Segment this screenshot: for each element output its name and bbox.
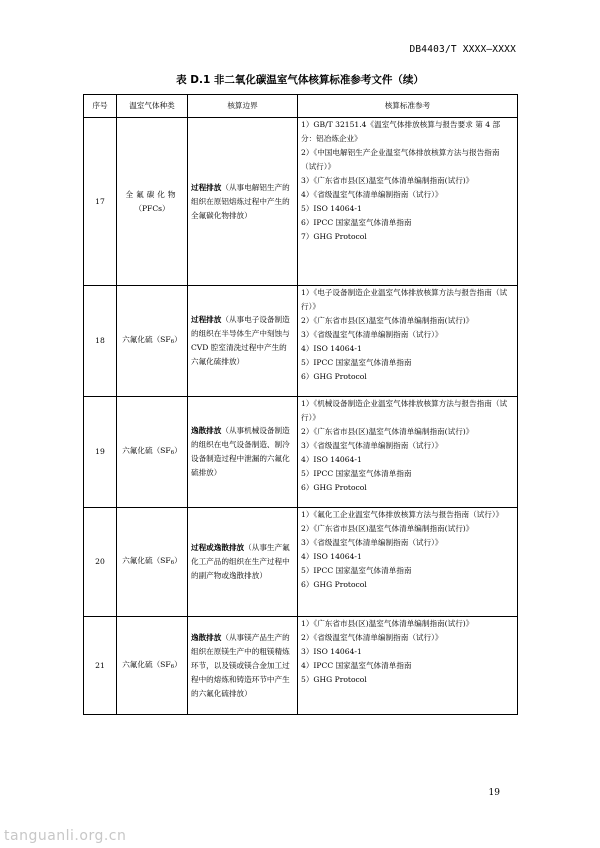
header-scope: 核算边界 (188, 95, 298, 118)
reference-item: 5）IPCC 国家温室气体清单指南 (301, 566, 412, 575)
scope-description: （从事生产氟化工产品的组织在生产过程中的副产物或逸散排放） (191, 543, 290, 580)
gas-name-tail: ） (174, 446, 182, 455)
reference-item: 1）《机械设备制造企业温室气体排放核算方法与报告指南（试行）》 (301, 399, 508, 422)
reference-item: 6）GHG Protocol (301, 483, 367, 492)
gas-name: 六氟化硫（SF (122, 556, 171, 565)
table-row (84, 508, 518, 617)
scope-keyword: 过程排放 (191, 315, 222, 324)
row-number: 21 (84, 617, 117, 715)
table-caption: 表 D.1 非二氧化碳温室气体核算标准参考文件（续） (176, 74, 424, 86)
reference-standards (298, 118, 518, 286)
gas-type (117, 617, 188, 715)
table-row (84, 118, 518, 286)
gas-type (117, 397, 188, 508)
accounting-scope (188, 118, 298, 286)
gas-abbreviation: （PFCs） (134, 203, 170, 213)
standards-table (83, 94, 518, 715)
reference-item: 6）GHG Protocol (301, 372, 367, 381)
gas-name: 全氟碳化物 (125, 189, 179, 199)
reference-item: 4）ISO 14064-1 (301, 344, 362, 353)
reference-item: 4）《省级温室气体清单编制指南（试行）》 (301, 190, 443, 199)
scope-description: （从事机械设备制造的组织在电气设备制造、制冷设备制造过程中泄漏的六氟化硫排放） (191, 426, 290, 477)
gas-type (117, 508, 188, 617)
reference-item: 7）GHG Protocol (301, 232, 367, 241)
reference-item: 2）《中国电解铝生产企业温室气体排放核算方法与报告指南（试行）》 (301, 148, 500, 171)
row-number: 18 (84, 286, 117, 397)
reference-item: 2）《广东省市县(区)温室气体清单编制指南(试行)》 (301, 316, 474, 325)
accounting-scope (188, 617, 298, 715)
scope-keyword: 逸散排放 (191, 632, 222, 642)
gas-name: 六氟化硫（SF (122, 659, 171, 669)
table-row (84, 286, 518, 397)
page-number: 19 (488, 788, 500, 798)
gas-type (117, 286, 188, 397)
scope-keyword: 过程或逸散排放 (191, 543, 245, 552)
gas-name-tail: ） (174, 556, 182, 565)
reference-standards (298, 617, 518, 715)
scope-keyword: 过程排放 (191, 182, 222, 192)
gas-name: 六氟化硫（SF (122, 335, 171, 344)
scope-description: （从事电解铝生产的组织在原铝熔炼过程中产生的全氟碳化物排放） (191, 182, 290, 220)
reference-item: 4）ISO 14064-1 (301, 455, 362, 464)
reference-item: 3）《省级温室气体清单编制指南（试行）》 (301, 538, 443, 547)
gas-name: 六氟化硫（SF (122, 446, 171, 455)
accounting-scope (188, 286, 298, 397)
gas-subscript: 6 (170, 663, 175, 670)
reference-item: 3）《省级温室气体清单编制指南（试行）》 (301, 441, 443, 450)
row-number: 20 (84, 508, 117, 617)
reference-item: 4）ISO 14064-1 (301, 552, 362, 561)
reference-item: 5）ISO 14064-1 (301, 204, 362, 213)
accounting-scope (188, 397, 298, 508)
header-refs: 核算标准参考 (298, 95, 518, 118)
reference-item: 2）《广东省市县(区)温室气体清单编制指南(试行)》 (301, 524, 474, 533)
gas-type (117, 118, 188, 286)
header-gas: 温室气体种类 (117, 95, 188, 118)
reference-item: 5）IPCC 国家温室气体清单指南 (301, 469, 412, 478)
scope-description: （从事电子设备制造的组织在半导体生产中刻蚀与 CVD 腔室清洗过程中产生的六氟化硫排放） (191, 315, 290, 366)
reference-item: 6）GHG Protocol (301, 580, 367, 589)
reference-item: 5）GHG Protocol (301, 675, 367, 684)
gas-subscript: 6 (170, 339, 175, 345)
scope-description: （从事镁产品生产的组织在原镁生产中的粗镁精炼环节，以及镁或镁合金加工过程中的熔炼和铸造环节中产生的六氟化硫排放） (191, 632, 290, 698)
reference-item: 1）《广东省市县(区)温室气体清单编制指南(试行)》 (301, 619, 474, 628)
table-header-row (84, 95, 518, 118)
reference-item: 2）《省级温室气体清单编制指南（试行）》 (301, 633, 443, 642)
reference-item: 1）GB/T 32151.4《温室气体排放核算与报告要求 第 4 部分：铝冶炼企业》 (301, 120, 501, 143)
scope-keyword: 逸散排放 (191, 426, 222, 435)
reference-item: 3）《省级温室气体清单编制指南（试行）》 (301, 330, 443, 339)
header-num: 序号 (84, 95, 117, 118)
table-row (84, 617, 518, 715)
gas-subscript: 6 (170, 450, 175, 456)
site-watermark: tanguanli.org.cn (4, 828, 127, 844)
gas-subscript: 6 (170, 560, 175, 566)
reference-item: 4）IPCC 国家温室气体清单指南 (301, 661, 412, 670)
reference-item: 5）IPCC 国家温室气体清单指南 (301, 358, 412, 367)
reference-item: 1）《电子设备制造企业温室气体排放核算方法与报告指南（试行）》 (301, 288, 508, 311)
reference-item: 3）ISO 14064-1 (301, 647, 362, 656)
reference-standards (298, 397, 518, 508)
reference-item: 2）《广东省市县(区)温室气体清单编制指南(试行)》 (301, 427, 474, 436)
reference-item: 3）《广东省市县(区)温室气体清单编制指南(试行)》 (301, 176, 474, 185)
gas-name-tail: ） (174, 659, 182, 669)
accounting-scope (188, 508, 298, 617)
reference-standards (298, 286, 518, 397)
reference-item: 1）《氟化工企业温室气体排放核算方法与报告指南（试行）》 (301, 510, 504, 519)
table-row (84, 397, 518, 508)
row-number: 19 (84, 397, 117, 508)
reference-item: 6）IPCC 国家温室气体清单指南 (301, 218, 412, 227)
row-number: 17 (84, 118, 117, 286)
gas-name-tail: ） (174, 335, 182, 344)
document-code: DB4403/T XXXX—XXXX (409, 44, 516, 55)
reference-standards (298, 508, 518, 617)
